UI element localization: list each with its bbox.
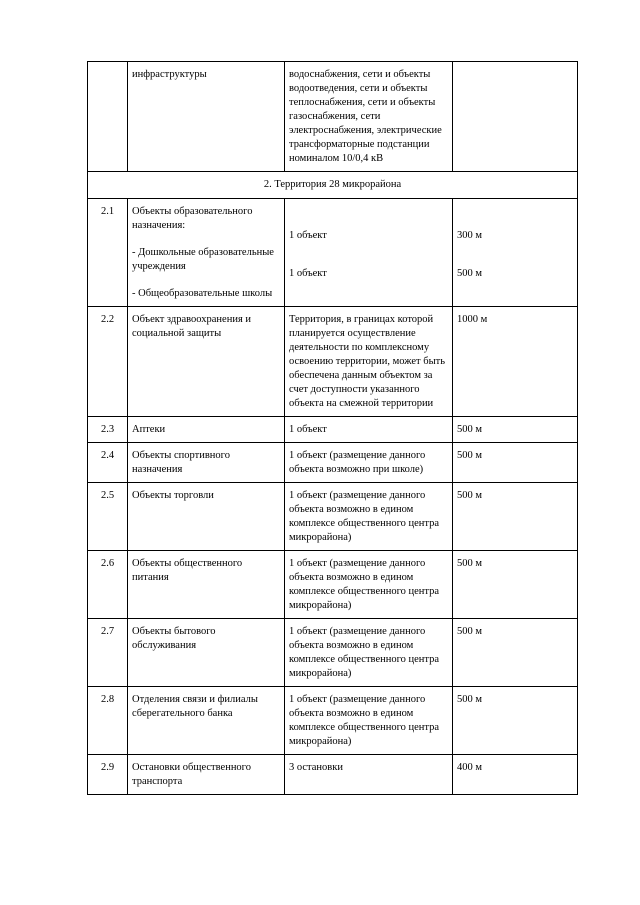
amount-cell: 1 объект (размещение данного объекта возможно при школе) (285, 443, 453, 483)
object-subitem: - Общеобразовательные школы (132, 288, 273, 299)
table-row (88, 307, 578, 417)
object-cell: Отделения связи и филиалы сберегательного банка (128, 687, 285, 755)
num-cell: 2.5 (88, 483, 128, 551)
section-row (88, 172, 578, 199)
table-row (88, 619, 578, 687)
num-cell: 2.8 (88, 687, 128, 755)
distance-value: 300 м (457, 230, 483, 241)
num-cell: 2.6 (88, 551, 128, 619)
distance-cell: 400 м (453, 755, 578, 795)
object-cell: Объект здравоохранения и социальной защиты (128, 307, 285, 417)
norms-table (87, 61, 578, 795)
amount-cell: 1 объект (размещение данного объекта возможно в едином комплексе общественного центра микрорайона) (285, 551, 453, 619)
object-cell: Остановки общественного транспорта (128, 755, 285, 795)
distance-cell: 500 м (453, 619, 578, 687)
description-cell: водоснабжения, сети и объекты водоотведения, сети и объекты теплоснабжения, сети и объекты газоснабжения, сети электроснабжения, электрические трансформаторные подстанции номиналом 10/0,4 кВ (285, 62, 453, 172)
amount-cell: 1 объект (размещение данного объекта возможно в едином комплексе общественного центра микрорайона) (285, 687, 453, 755)
object-cell: Объекты бытового обслуживания (128, 619, 285, 687)
num-cell: 2.2 (88, 307, 128, 417)
table-row (88, 755, 578, 795)
distance-cell (453, 199, 578, 307)
distance-value: 500 м (457, 268, 483, 279)
amount-value: 1 объект (289, 268, 327, 279)
amount-cell: 1 объект (размещение данного объекта возможно в едином комплексе общественного центра микрорайона) (285, 619, 453, 687)
num-cell: 2.3 (88, 417, 128, 443)
amount-cell: 3 остановки (285, 755, 453, 795)
table-row (88, 199, 578, 307)
distance-cell: 1000 м (453, 307, 578, 417)
distance-cell (453, 62, 578, 172)
num-cell: 2.7 (88, 619, 128, 687)
amount-cell: Территория, в границах которой планируется осуществление деятельности по комплексному освоению территории, может быть обеспечена данным объектом за счет доступности указанного объекта на смежной территории (285, 307, 453, 417)
table-row (88, 62, 578, 172)
table-row (88, 443, 578, 483)
amount-cell (285, 199, 453, 307)
distance-cell: 500 м (453, 551, 578, 619)
table-row (88, 687, 578, 755)
object-cell: инфраструктуры (128, 62, 285, 172)
num-cell: 2.1 (88, 199, 128, 307)
distance-cell: 500 м (453, 687, 578, 755)
num-cell: 2.9 (88, 755, 128, 795)
amount-cell: 1 объект (размещение данного объекта возможно в едином комплексе общественного центра микрорайона) (285, 483, 453, 551)
object-cell: Объекты спортивного назначения (128, 443, 285, 483)
table-row (88, 483, 578, 551)
table-row (88, 417, 578, 443)
object-cell: Объекты торговли (128, 483, 285, 551)
num-cell: 2.4 (88, 443, 128, 483)
amount-cell: 1 объект (285, 417, 453, 443)
object-cell (128, 199, 285, 307)
object-subitem: - Дошкольные образовательные учреждения (132, 247, 274, 272)
num-cell (88, 62, 128, 172)
distance-cell: 500 м (453, 483, 578, 551)
distance-cell: 500 м (453, 417, 578, 443)
object-heading: Объекты образовательного назначения: (132, 206, 253, 231)
object-cell: Объекты общественного питания (128, 551, 285, 619)
amount-value: 1 объект (289, 230, 327, 241)
table-row (88, 551, 578, 619)
object-cell: Аптеки (128, 417, 285, 443)
section-title: 2. Территория 28 микрорайона (88, 172, 578, 199)
distance-cell: 500 м (453, 443, 578, 483)
